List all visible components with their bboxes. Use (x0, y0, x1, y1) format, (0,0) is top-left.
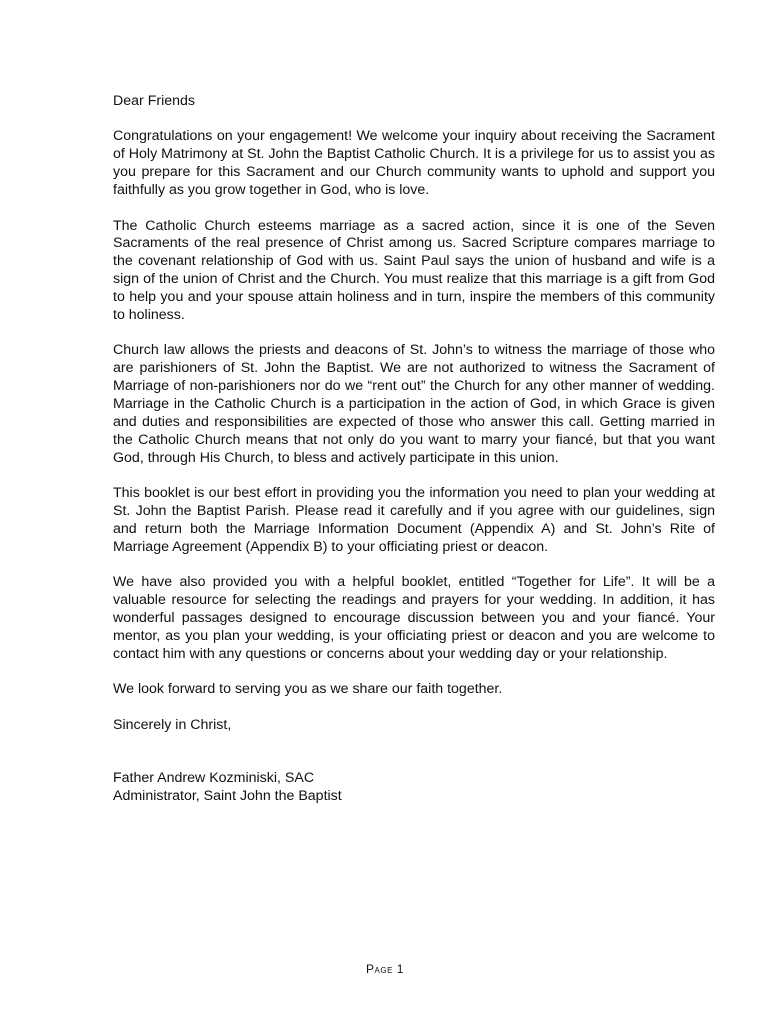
signature-block (113, 770, 715, 806)
signature-name: Father Andrew Kozminiski, SAC (113, 770, 315, 787)
paragraph-church-law: Church law allows the priests and deacons of St. John’s to witness the marriage of those who are parishioners of St. John the Baptist. We are not authorized to witness the Sacrament of Marriage of non-parishioners nor do we “rent out” the Church for any other manner of wedding. Marriage in the Catholic Church is a participation in the action of God, in which Grace is given and duties and responsibilities are expected of those who answer this call. Getting married in the Catholic Church means that not only do you want to marry your fiancé, but that you want God, through His Church, to bless and actively participate in this union. (113, 342, 715, 466)
paragraph-booklet: This booklet is our best effort in providing you the information you need to plan your wedding at St. John the Baptist Parish. Please read it carefully and if you agree with our guidelines, sign and return both the Marriage Information Document (Appendix A) and St. John’s Rite of Marriage Agreement (Appendix B) to your officiating priest or deacon. (113, 485, 715, 556)
salutation: Dear Friends (113, 93, 196, 109)
signature-spacer (113, 752, 715, 770)
closing: Sincerely in Christ, (113, 716, 232, 733)
paragraph-together-for-life: We have also provided you with a helpful booklet, entitled “Together for Life”. It will be a valuable resource for selecting the readings and prayers for your wedding. In addition, it has wonderful passages designed to encourage discussion between you and your fiancé. Your mentor, as you plan your wedding, is your officiating priest or deacon and you are welcome to contact him with any questions or concerns about your wedding day or your relationship. (113, 574, 715, 663)
signature-title: Administrator, Saint John the Baptist (113, 788, 342, 805)
page-number: Page 1 (366, 962, 404, 976)
paragraph-sacrament: The Catholic Church esteems marriage as a sacred action, since it is one of the Seven Sacraments of the real presence of Christ among us. Sacred Scripture compares marriage to the covenant relationship of God with us. Saint Paul says the union of husband and wife is a sign of the union of Christ and the Church. You must realize that this marriage is a gift from God to help you and your spouse attain holiness and in turn, inspire the members of this community to holiness. (113, 217, 715, 324)
paragraph-congratulations: Congratulations on your engagement! We welcome your inquiry about receiving the Sacrament of Holy Matrimony at St. John the Baptist Catholic Church. It is a privilege for us to assist you as you prepare for this Sacrament and our Church community wants to uphold and support you faithfully as you grow together in God, who is love. (113, 128, 715, 199)
letter-body (113, 93, 715, 806)
paragraph-look-forward: We look forward to serving you as we share our faith together. (113, 681, 503, 698)
